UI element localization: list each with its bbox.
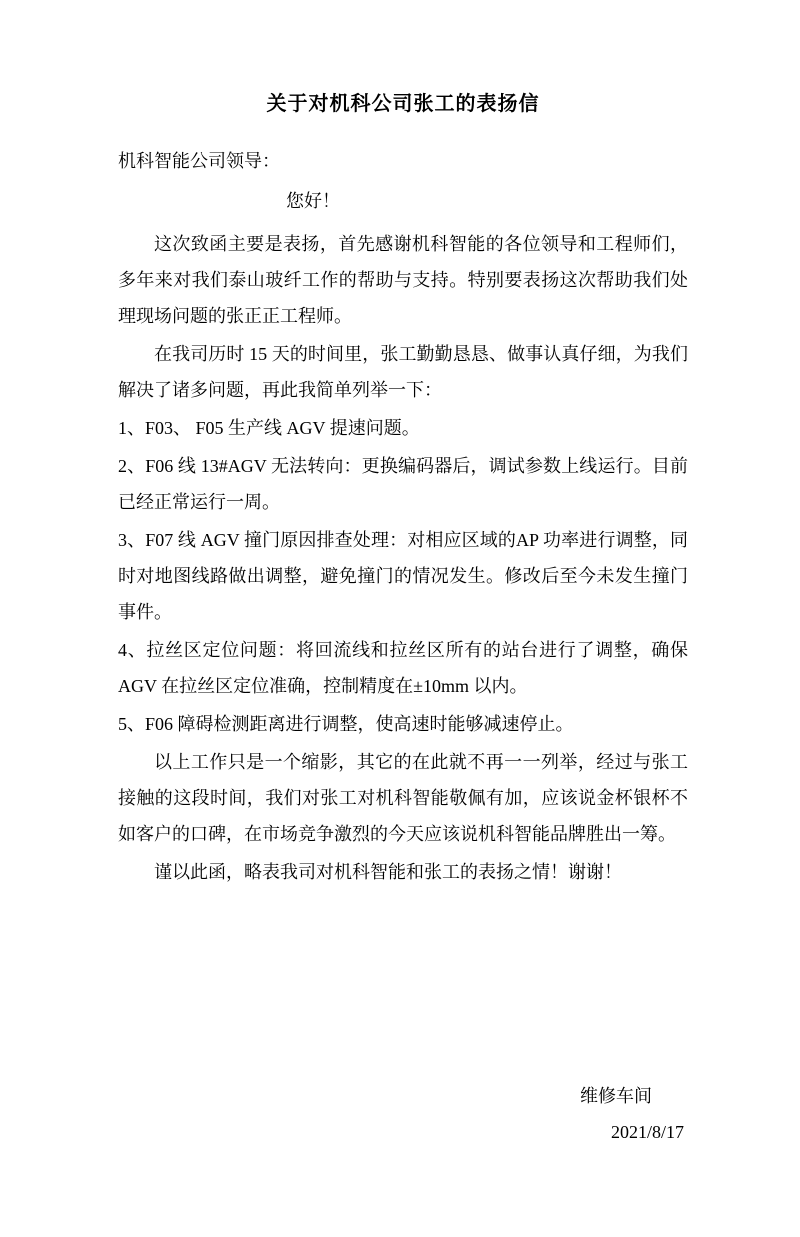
list-item: 3、F07 线 AGV 撞门原因排查处理：对相应区域的AP 功率进行调整，同时对地图线路做出调整，避免撞门的情况发生。修改后至今未发生撞门事件。: [118, 530, 688, 623]
list-item: 4、拉丝区定位问题：将回流线和拉丝区所有的站台进行了调整，确保 AGV 在拉丝区定位准确，控制精度在±10mm 以内。: [118, 640, 688, 697]
signature-block: [118, 1078, 688, 1150]
paragraph-closing-2: 谨以此函，略表我司对机科智能和张工的表扬之情！谢谢！: [154, 862, 622, 883]
list-item: 2、F06 线 13#AGV 无法转向：更换编码器后，调试参数上线运行。目前已经正常运行一周。: [118, 456, 688, 513]
list-item: 5、F06 障碍检测距离进行调整，使高速时能够减速停止。: [118, 714, 574, 735]
list-item: 1、F03、 F05 生产线 AGV 提速问题。: [118, 418, 420, 439]
paragraph-summary: 在我司历时 15 天的时间里，张工勤勤恳恳、做事认真仔细，为我们解决了诸多问题，再此我简单列举一下：: [118, 344, 688, 401]
signature-department: 维修车间: [580, 1086, 652, 1106]
paragraph-closing-1: 以上工作只是一个缩影，其它的在此就不再一一列举，经过与张工接触的这段时间，我们对张工对机科智能敬佩有加，应该说金杯银杯不如客户的口碑，在市场竞争激烈的今天应该说机科智能品牌胜出一筹。: [118, 752, 688, 845]
document-title: 关于对机科公司张工的表扬信: [266, 93, 540, 115]
paragraph-intro: 这次致函主要是表扬，首先感谢机科智能的各位领导和工程师们，多年来对我们泰山玻纤工作的帮助与支持。特别要表扬这次帮助我们处理现场问题的张正正工程师。: [118, 234, 688, 327]
signature-date: 2021/8/17: [610, 1122, 684, 1142]
document-body: [118, 90, 688, 892]
salutation: 机科智能公司领导：: [118, 151, 280, 171]
greeting: 您好！: [286, 191, 340, 212]
